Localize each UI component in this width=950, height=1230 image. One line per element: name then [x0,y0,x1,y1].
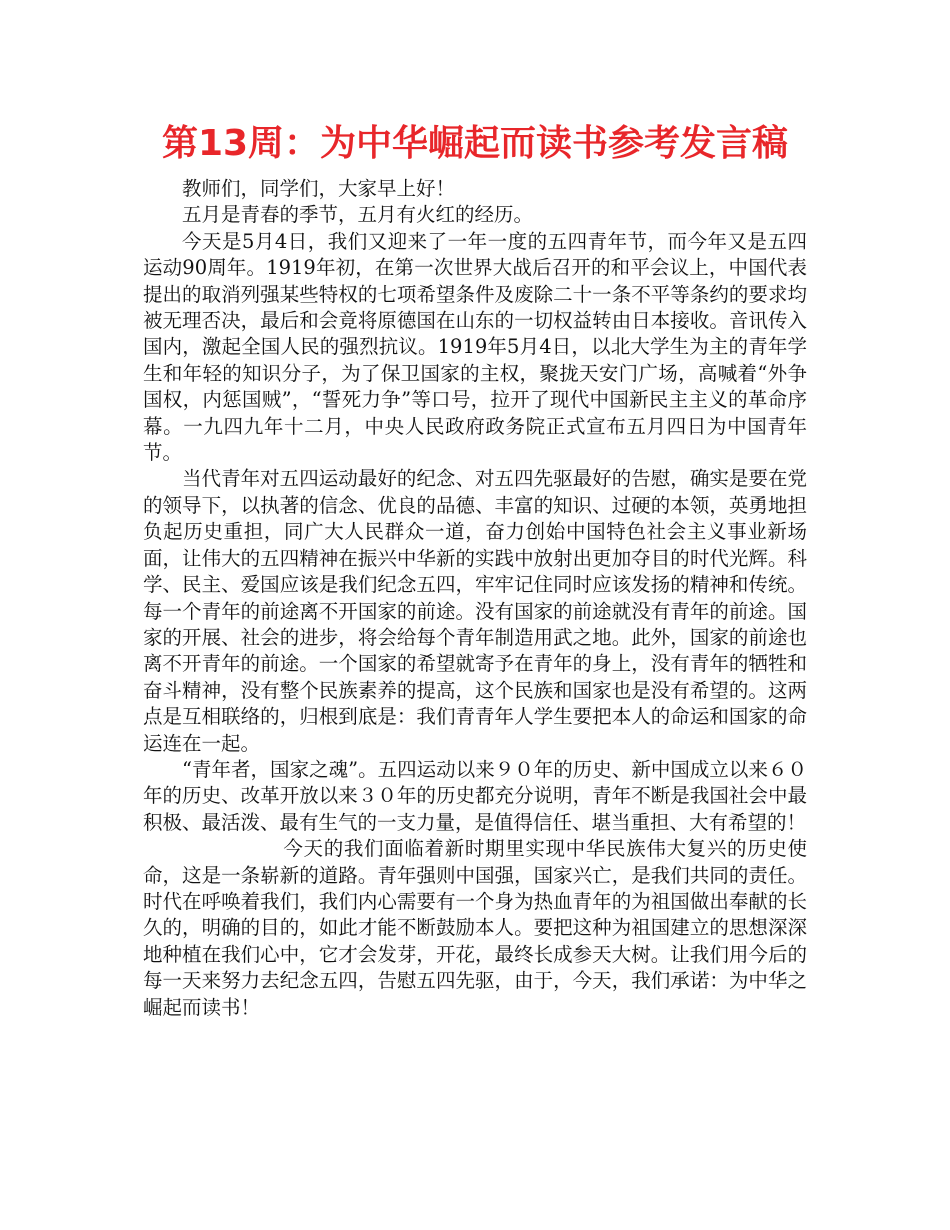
document-page [143,118,807,1021]
paragraph-youth-duty: 当代青年对五四运动最好的纪念、对五四先驱最好的告慰，确实是要在党的领导下，以执著的信念、优良的品德、丰富的知识、过硬的本领，英勇地担负起历史重担，同广大人民群众一道，奋力创始中国特色社会主义事业新场面，让伟大的五四精神在振兴中华新的实践中放射出更加夺目的时代光辉。科学、民主、爱国应该是我们纪念五四，牢牢记住同时应该发扬的精神和传统。每一个青年的前途离不开国家的前途。没有国家的前途就没有青年的前途。国家的开展、社会的进步，将会给每个青年制造用武之地。此外，国家的前途也离不开青年的前途。一个国家的希望就寄予在青年的身上，没有青年的牺牲和奋斗精神，没有整个民族素养的提高，这个民族和国家也是没有希望的。这两点是互相联络的，归根到底是：我们青青年人学生要把本人的命运和国家的命运连在一起。 [143,467,807,755]
document-title: 第13周：为中华崛起而读书参考发言稿 [161,123,789,164]
paragraph-mission: 今天的我们面临着新时期里实现中华民族伟大复兴的历史使命，这是一条崭新的道路。青年强则中国强，国家兴亡，是我们共同的责任。时代在呼唤着我们，我们内心需要有一个身为热血青年的为祖国做出奉献的长久的，明确的目的，如此才能不断鼓励本人。要把这种为祖国建立的思想深深地种植在我们心中，它才会发芽，开花，最终长成参天大树。让我们用今后的每一天来努力去纪念五四，告慰五四先驱，由于，今天，我们承诺：为中华之崛起而读书！ [143,837,807,1019]
paragraph-may: 五月是青春的季节，五月有火红的经历。 [182,203,534,227]
paragraph-history: 今天是5月4日，我们又迎来了一年一度的五四青年节，而今年又是五四运动90周年。1919年初，在第一次世界大战后召开的和平会议上，中国代表提出的取消列强某些特权的七项希望条件及废除二十一条不平等条约的要求均被无理否决，最后和会竟将原德国在山东的一切权益转由日本接收。音讯传入国内，激起全国人民的强烈抗议。1919年5月4日，以北大学生为主的青年学生和年轻的知识分子，为了保卫国家的主权，聚拢天安门广场，高喊着“外争国权，内惩国贼”，“誓死力争”等口号，拉开了现代中国新民主主义的革命序幕。一九四九年十二月，中央人民政府政务院正式宣布五月四日为中国青年节。 [143,229,807,465]
paragraph-youth-soul: “青年者，国家之魂”。五四运动以来９０年的历史、新中国成立以来６０年的历史、改革开放以来３０年的历史都充分说明，青年不断是我国社会中最积极、最活泼、最有生气的一支力量，是值得信任、堪当重担、大有希望的！ [143,757,807,834]
paragraph-greeting: 教师们，同学们，大家早上好！ [182,177,456,200]
